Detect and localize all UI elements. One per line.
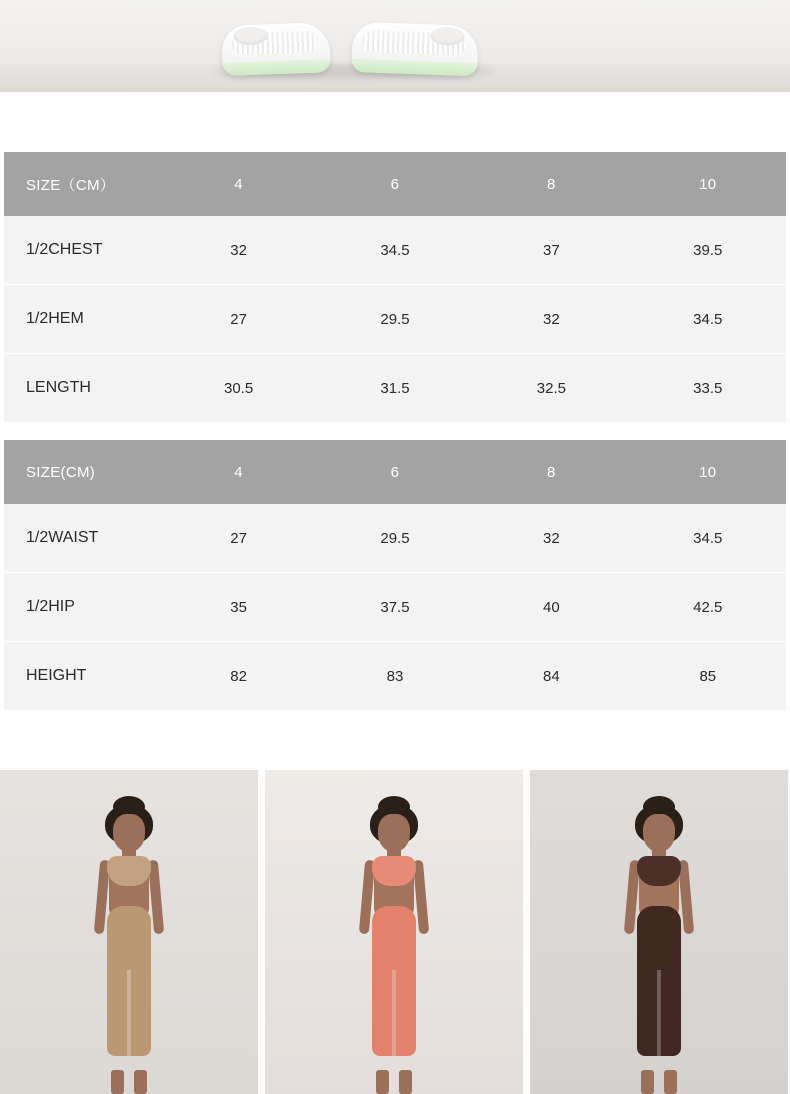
row-label-height: HEIGHT xyxy=(4,642,160,711)
table-row xyxy=(4,573,786,642)
cell-waist-8: 32 xyxy=(473,504,629,573)
top-size-table-head xyxy=(4,152,786,216)
table-row xyxy=(4,216,786,285)
row-label-hem: 1/2HEM xyxy=(4,285,160,354)
model-photo-brown xyxy=(530,770,788,1094)
cell-length-6: 31.5 xyxy=(317,354,473,423)
cell-height-8: 84 xyxy=(473,642,629,711)
table-header-row xyxy=(4,440,786,504)
shoe-right xyxy=(351,22,479,76)
row-label-waist: 1/2WAIST xyxy=(4,504,160,573)
bottom-size-table xyxy=(4,440,786,710)
sports-bra xyxy=(372,856,416,886)
sports-bra xyxy=(107,856,151,886)
leg-gap xyxy=(392,970,396,1056)
cell-height-4: 82 xyxy=(160,642,316,711)
cell-height-10: 85 xyxy=(630,642,786,711)
column-header-8: 8 xyxy=(473,152,629,216)
model-figure xyxy=(599,794,719,1094)
column-header-10: 10 xyxy=(630,152,786,216)
model-figure xyxy=(334,794,454,1094)
cell-hip-10: 42.5 xyxy=(630,573,786,642)
spacer xyxy=(0,92,790,152)
row-label-length: LENGTH xyxy=(4,354,160,423)
cell-hem-4: 27 xyxy=(160,285,316,354)
table-row xyxy=(4,504,786,573)
cell-length-10: 33.5 xyxy=(630,354,786,423)
model-photo-beige xyxy=(0,770,258,1094)
spacer xyxy=(0,422,790,440)
table-row xyxy=(4,354,786,423)
cell-waist-10: 34.5 xyxy=(630,504,786,573)
column-header-8: 8 xyxy=(473,440,629,504)
column-header-4: 4 xyxy=(160,152,316,216)
cell-hem-8: 32 xyxy=(473,285,629,354)
shin-left xyxy=(111,1070,124,1094)
cell-chest-4: 32 xyxy=(160,216,316,285)
cell-chest-10: 39.5 xyxy=(630,216,786,285)
cell-waist-6: 29.5 xyxy=(317,504,473,573)
column-header-10: 10 xyxy=(630,440,786,504)
shin-left xyxy=(641,1070,654,1094)
column-header-size: SIZE(CM) xyxy=(4,440,160,504)
row-label-hip: 1/2HIP xyxy=(4,573,160,642)
shoe-left xyxy=(221,22,331,76)
table-row xyxy=(4,285,786,354)
bottom-size-chart xyxy=(0,440,790,710)
table-header-row xyxy=(4,152,786,216)
column-header-size: SIZE（CM） xyxy=(4,152,160,216)
cell-hem-6: 29.5 xyxy=(317,285,473,354)
cell-chest-8: 37 xyxy=(473,216,629,285)
model-photo-gallery xyxy=(0,770,790,1094)
shin-left xyxy=(376,1070,389,1094)
shin-right xyxy=(664,1070,677,1094)
cell-length-8: 32.5 xyxy=(473,354,629,423)
cell-waist-4: 27 xyxy=(160,504,316,573)
cell-hip-4: 35 xyxy=(160,573,316,642)
bottom-size-table-head xyxy=(4,440,786,504)
top-size-table xyxy=(4,152,786,422)
cell-length-4: 30.5 xyxy=(160,354,316,423)
leg-gap xyxy=(127,970,131,1056)
row-label-chest: 1/2CHEST xyxy=(4,216,160,285)
shin-right xyxy=(134,1070,147,1094)
cell-hip-6: 37.5 xyxy=(317,573,473,642)
model-figure xyxy=(69,794,189,1094)
sports-bra xyxy=(637,856,681,886)
table-row xyxy=(4,642,786,711)
leg-gap xyxy=(657,970,661,1056)
model-photo-coral xyxy=(265,770,523,1094)
bottom-size-table-body xyxy=(4,504,786,710)
column-header-6: 6 xyxy=(317,152,473,216)
cell-chest-6: 34.5 xyxy=(317,216,473,285)
top-size-table-body xyxy=(4,216,786,422)
shin-right xyxy=(399,1070,412,1094)
column-header-6: 6 xyxy=(317,440,473,504)
cell-hem-10: 34.5 xyxy=(630,285,786,354)
cell-height-6: 83 xyxy=(317,642,473,711)
cell-hip-8: 40 xyxy=(473,573,629,642)
spacer xyxy=(0,710,790,770)
hero-product-image xyxy=(0,0,790,92)
top-size-chart xyxy=(0,152,790,422)
column-header-4: 4 xyxy=(160,440,316,504)
